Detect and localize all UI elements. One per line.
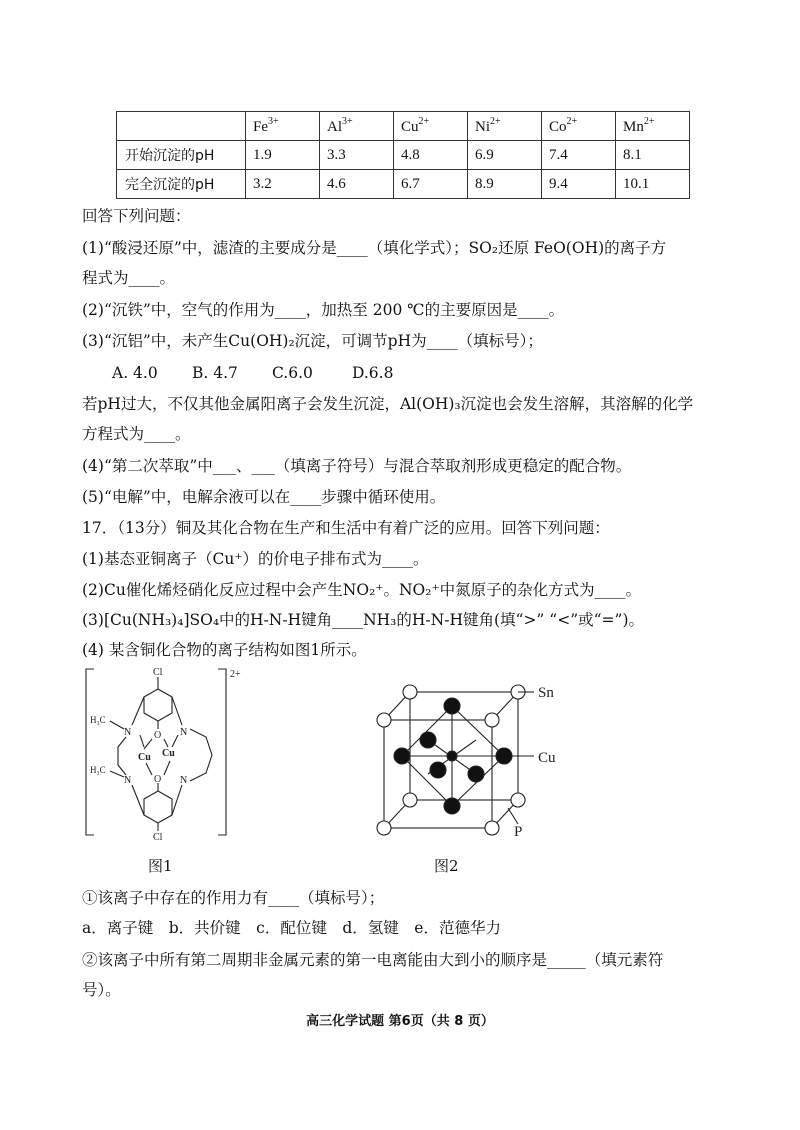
ion-header-cu: $Cu^{2+}$ bbox=[394, 112, 468, 141]
top-benzene-ring bbox=[144, 689, 172, 721]
option-b: B. 4.7 bbox=[192, 364, 238, 382]
copper-right: Cu bbox=[162, 748, 175, 759]
question-17-4-i: ①该离子中存在的作用力有____（填标号）； bbox=[82, 889, 385, 907]
option-a: A. 4.0 bbox=[112, 364, 158, 382]
table-cell: 3.2 bbox=[246, 170, 320, 199]
methyl-top: H₃C bbox=[90, 715, 106, 725]
option-d: D.6.8 bbox=[352, 364, 394, 382]
question-3-line-3: 方程式为____。 bbox=[82, 425, 191, 443]
option-c: C.6.0 bbox=[272, 364, 313, 382]
left-bracket bbox=[86, 669, 94, 835]
question-17-2: (2)Cu催化烯烃硝化反应过程中会产生NO₂⁺。NO₂⁺中氮原子的杂化方式为____。 bbox=[82, 581, 642, 599]
table-cell: 8.1 bbox=[616, 141, 690, 170]
ion-header-co: $Co^{2+}$ bbox=[542, 112, 616, 141]
table-cell: 9.4 bbox=[542, 170, 616, 199]
oxygen-bottom: O bbox=[154, 774, 162, 785]
question-17-4-ii-line-2: 号）。 bbox=[82, 981, 121, 999]
nitrogen-4: N bbox=[180, 775, 188, 786]
label-cu: Cu bbox=[538, 750, 556, 766]
question-17-4-i-options: a．离子键 b．共价键 c．配位键 d．氢键 e．范德华力 bbox=[82, 919, 501, 937]
answer-intro: 回答下列问题： bbox=[82, 207, 191, 225]
table-cell: 8.9 bbox=[468, 170, 542, 199]
bottom-benzene-ring bbox=[144, 791, 172, 823]
oxygen-top: O bbox=[154, 730, 162, 741]
table-cell: 4.8 bbox=[394, 141, 468, 170]
table-row bbox=[117, 170, 690, 199]
table-cell: 6.9 bbox=[468, 141, 542, 170]
table-header-row bbox=[117, 112, 690, 141]
question-1-line-1: (1)“酸浸还原”中，滤渣的主要成分是____（填化学式）；SO₂还原 FeO(OH)的离子方 bbox=[82, 239, 667, 257]
copper-left: Cu bbox=[138, 752, 151, 763]
label-p: P bbox=[514, 824, 523, 838]
question-2: (2)“沉铁”中，空气的作用为____，加热至 200 ℃的主要原因是____。 bbox=[82, 301, 565, 319]
nitrogen-1: N bbox=[124, 727, 132, 738]
ion-header-ni: $Ni^{2+}$ bbox=[468, 112, 542, 141]
label-sn: Sn bbox=[538, 685, 554, 701]
nitrogen-3: N bbox=[124, 775, 132, 786]
table-row bbox=[117, 141, 690, 170]
bottom-chlorine: Cl bbox=[153, 832, 163, 843]
figure-1-complex-structure bbox=[82, 663, 272, 845]
ion-header-fe: $Fe^{3+}$ bbox=[246, 112, 320, 141]
question-17-1: (1)基态亚铜离子（Cu⁺）的价电子排布式为____。 bbox=[82, 550, 429, 568]
question-1-line-2: 程式为____。 bbox=[82, 269, 176, 287]
question-3-options bbox=[112, 362, 432, 384]
methyl-bottom: H₃C bbox=[90, 765, 106, 775]
right-bracket bbox=[218, 669, 226, 835]
ion-charge: 2+ bbox=[230, 669, 241, 680]
figure-1-caption: 图1 bbox=[148, 857, 173, 875]
table-corner-cell bbox=[117, 112, 246, 141]
question-17-3: (3)[Cu(NH₃)₄]SO₄中的H-N-H键角____NH₃的H-N-H键角(填“>” “<”或“=”)。 bbox=[82, 611, 644, 629]
page-footer: 高三化学试题 第6页（共 8 页） bbox=[306, 1014, 494, 1029]
figure-2-unit-cell bbox=[372, 678, 592, 838]
left-bridge bbox=[118, 737, 126, 775]
precipitation-ph-table bbox=[116, 111, 690, 199]
ion-header-al: $Al^{3+}$ bbox=[320, 112, 394, 141]
table-cell: 6.7 bbox=[394, 170, 468, 199]
right-bridge bbox=[190, 729, 212, 781]
figure-2-caption: 图2 bbox=[434, 857, 459, 875]
table-cell: 3.3 bbox=[320, 141, 394, 170]
row-label: 开始沉淀的pH bbox=[117, 141, 246, 170]
question-5: (5)“电解”中，电解余液可以在____步骤中循环使用。 bbox=[82, 488, 446, 506]
row-label: 完全沉淀的pH bbox=[117, 170, 246, 199]
table-cell: 10.1 bbox=[616, 170, 690, 199]
nitrogen-2: N bbox=[180, 727, 188, 738]
question-17-header: 17．（13分）铜及其化合物在生产和生活中有着广泛的应用。回答下列问题： bbox=[82, 519, 610, 537]
table-cell: 1.9 bbox=[246, 141, 320, 170]
table-cell: 7.4 bbox=[542, 141, 616, 170]
top-chlorine: Cl bbox=[153, 667, 163, 678]
question-3-line-2: 若pH过大，不仅其他金属阳离子会发生沉淀，Al(OH)₃沉淀也会发生溶解，其溶解的化学 bbox=[82, 395, 694, 413]
ion-header-mn: $Mn^{2+}$ bbox=[616, 112, 690, 141]
table-cell: 4.6 bbox=[320, 170, 394, 199]
question-3: (3)“沉铝”中，未产生Cu(OH)₂沉淀，可调节pH为____（填标号）； bbox=[82, 332, 543, 350]
question-17-4: (4) 某含铜化合物的离子结构如图1所示。 bbox=[82, 641, 367, 659]
question-4: (4)“第二次萃取”中___、___（填离子符号）与混合萃取剂形成更稳定的配合物。 bbox=[82, 457, 632, 475]
question-17-4-ii-line-1: ②该离子中所有第二周期非金属元素的第一电离能由大到小的顺序是_____（填元素符 bbox=[82, 951, 664, 969]
phosphorus-atom bbox=[447, 751, 457, 761]
